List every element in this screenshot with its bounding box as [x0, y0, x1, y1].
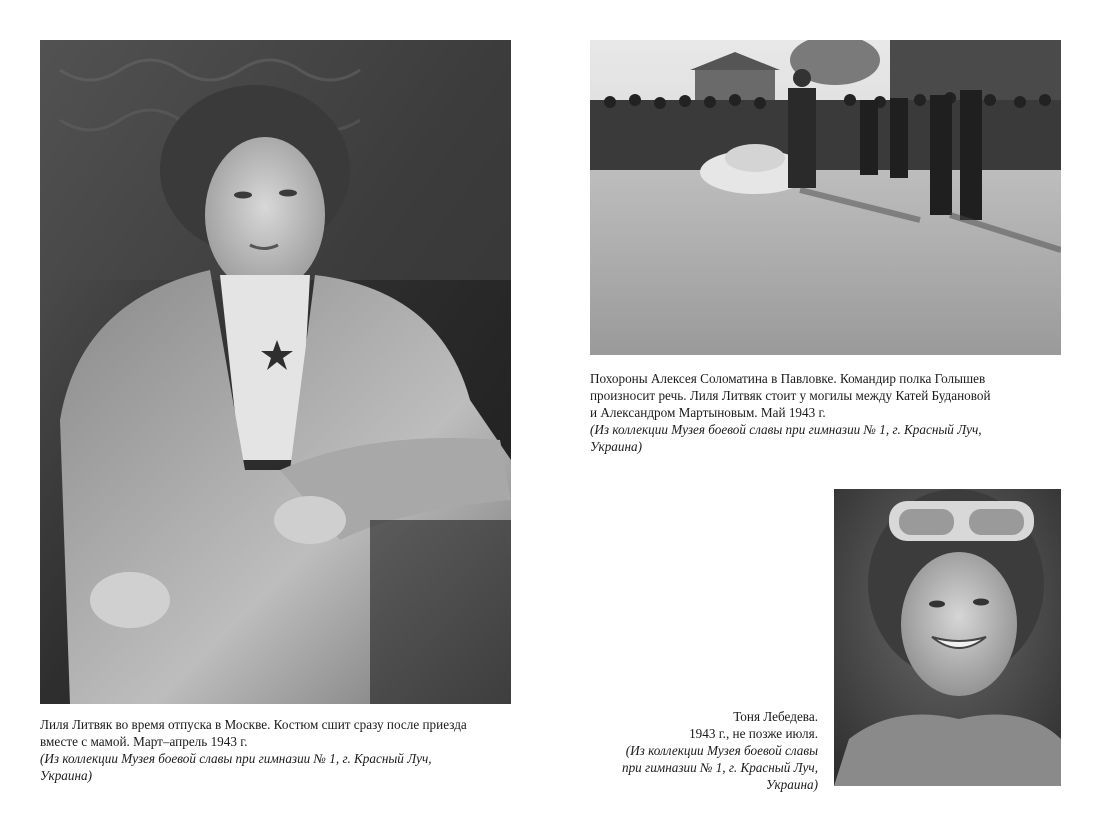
caption-line: Похороны Алексея Соломатина в Павловке. Командир полка Голышев [590, 371, 986, 386]
caption-line: вместе с мамой. Март–апрель 1943 г. [40, 734, 248, 749]
caption-line: и Александром Мартыновым. Май 1943 г. [590, 405, 826, 420]
caption-source-line: (Из коллекции Музея боевой славы при гимназии № 1, г. Красный Луч, [40, 751, 432, 766]
portrait-photo [40, 40, 511, 704]
caption-line: Тоня Лебедева. [733, 709, 818, 724]
funeral-caption [590, 370, 1060, 455]
caption-source-line: (Из коллекции Музея боевой славы [625, 743, 818, 758]
funeral-photo [590, 40, 1061, 355]
portrait-caption [40, 716, 520, 784]
caption-line: произносит речь. Лиля Литвяк стоит у могилы между Катей Будановой [590, 388, 991, 403]
caption-source-line: Украина) [40, 768, 93, 783]
caption-line: 1943 г., не позже июля. [689, 726, 818, 741]
pilot-caption [560, 708, 818, 793]
caption-source-line: при гимназии № 1, г. Красный Луч, [621, 760, 818, 775]
caption-source-line: Украина) [765, 777, 818, 792]
caption-source-line: (Из коллекции Музея боевой славы при гимназии № 1, г. Красный Луч, [590, 422, 982, 437]
caption-line: Лиля Литвяк во время отпуска в Москве. Костюм сшит сразу после приезда [40, 717, 467, 732]
pilot-portrait-photo [834, 489, 1061, 786]
caption-source-line: Украина) [590, 439, 643, 454]
